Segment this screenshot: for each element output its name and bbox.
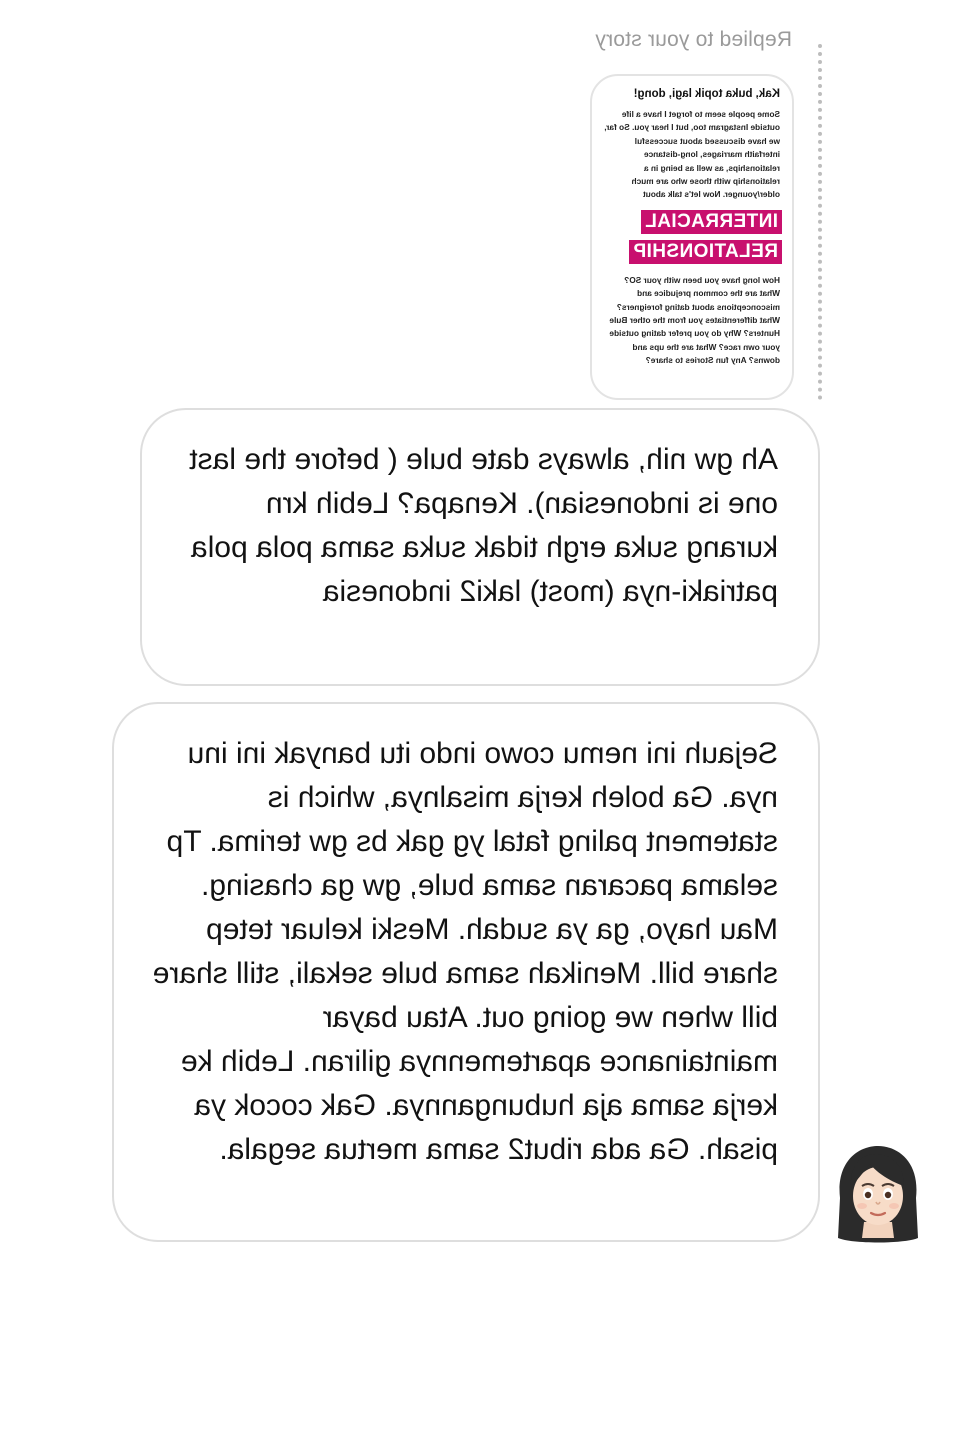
replied-to-story-label: Replied to your story	[595, 28, 792, 51]
woman-emoji-avatar-icon[interactable]	[824, 1140, 932, 1248]
story-banner-interracial: INTERRACIAL	[641, 210, 782, 234]
avatar-icon-svg	[824, 1140, 932, 1248]
story-preview-card[interactable]	[590, 74, 794, 400]
story-banner-relationship: RELATIONSHIP	[629, 240, 782, 264]
story-title: Kak, buka topik lagi, dong!	[633, 88, 780, 100]
story-intro-text: Some people seem to forget I have a life outside Instagram too, but I hear you. So far, we have discussed about successful interfaith marriages, long-distance relationships, as well as being in a relationship with those who are much older/younger. Now let's talk about	[604, 109, 780, 200]
message-text: Ah gw nih, always date bule ( before the last one is indonesian). Kenapa? Lebih krn kurang suka ergh tidak suka sama pola pola patriaki-nya (most) laki2 indonesia	[189, 443, 778, 608]
message-bubble[interactable]	[140, 408, 820, 686]
message-bubble[interactable]	[112, 702, 820, 1242]
story-body-text: How long have you been with your SO? What are the common prejudice and misconceptions about dating foreigners? What differentiates you from the other Bule Hunters? Why do you prefer dating outside your own race? What are the ups and downs? Any fun Stories to share?	[609, 274, 780, 366]
reply-thread-line	[818, 44, 822, 400]
message-text: Sejauh ini nemu cowo indo itu banyak ini inu nya. Ga boleh kerja misalnya, which is statement paling fatal yg gak bs gw terima. Tp selama pacaran sama bule, gw ga chasing. Mau hayo, ga ya sudah. Meski keluar tetep share bill. Menikah sama bule sekali, still share bill when we going out. Atau bayar maintainance apartemennya giliran. Lebih ke kerja sama aja hubungannya. Gak cocok ya pisah. Ga ada ribut2 sama mertua segala.	[152, 737, 778, 1166]
